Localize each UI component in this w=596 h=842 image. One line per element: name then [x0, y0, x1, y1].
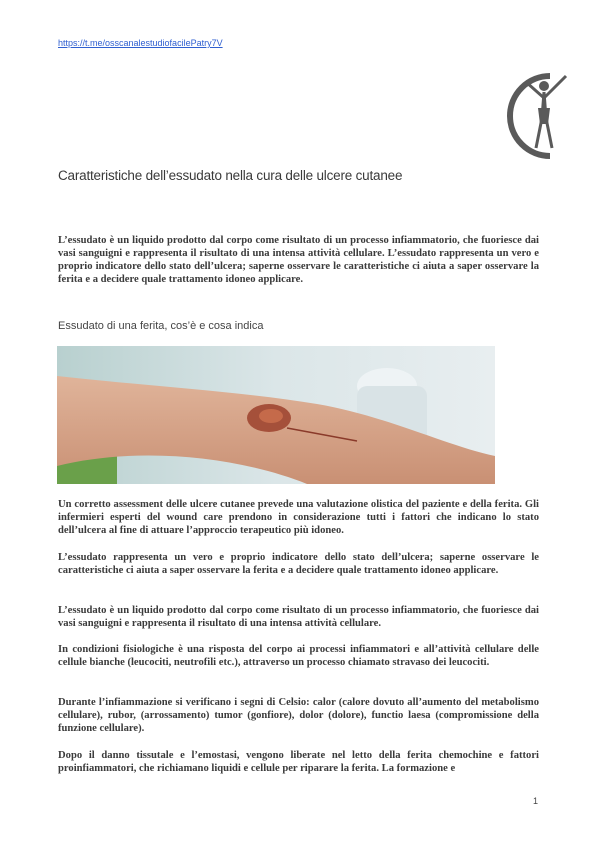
document-title: Caratteristiche dell’essudato nella cura delle ulcere cutanee: [58, 168, 403, 183]
paragraph-2: L’essudato rappresenta un vero e proprio indicatore dello stato dell’ulcera; saperne osservare le caratteristiche ci aiuta a saper osservare la ferita e a decidere quale trattamento idoneo applicare.: [58, 552, 539, 576]
paragraph-1: Un corretto assessment delle ulcere cutanee prevede una valutazione olistica del paziente e della ferita. Gli infermieri esperti del wound care prendono in considerazione tutti i fattori che indicano lo stato dell’ulcera al fine di attuare l’approccio terapeutico più idoneo.: [58, 499, 539, 536]
paragraph-5: Durante l’infiammazione si verificano i segni di Celsio: calor (calore dovuto all’aumento del metabolismo cellulare), rubor, (arrossamento) tumor (gonfiore), dolor (dolore), functio laesa (compromissione della funzione cellulare).: [58, 697, 539, 734]
page-number: 1: [533, 796, 539, 806]
paragraph-3: L’essudato è un liquido prodotto dal corpo come risultato di un processo infiammatorio, che fuoriesce dai vasi sanguigni e rappresenta il risultato di una intensa attività cellulare.: [58, 605, 539, 629]
paragraph-6: Dopo il danno tissutale e l’emostasi, vengono liberate nel letto della ferita chemochine e fattori proinfiammatori, che richiamano liquidi e cellule per riparare la ferita. La formazione e: [58, 750, 539, 774]
telegram-link[interactable]: https://t.me/osscanalestudiofacilePatry7V: [58, 38, 223, 48]
section-subtitle: Essudato di una ferita, cos’è e cosa indica: [58, 320, 264, 332]
paragraph-4: In condizioni fisiologiche è una risposta del corpo ai processi infiammatori e all’attività cellulare delle cellule bianche (leucociti, neutrofili etc.), attraverso un processo chiamato stravaso dei leucociti.: [58, 644, 539, 668]
logo-icon: [498, 68, 584, 164]
wound-photo: [57, 346, 495, 484]
intro-paragraph: L’essudato è un liquido prodotto dal corpo come risultato di un processo infiammatorio, che fuoriesce dai vasi sanguigni e rappresenta il risultato di una intensa attività cellulare. L’essudato rappresenta un vero e proprio indicatore dello stato dell’ulcera; saperne osservare le caratteristiche ci aiuta a saper osservare la ferita e a decidere quale trattamento idoneo applicare.: [58, 235, 539, 285]
